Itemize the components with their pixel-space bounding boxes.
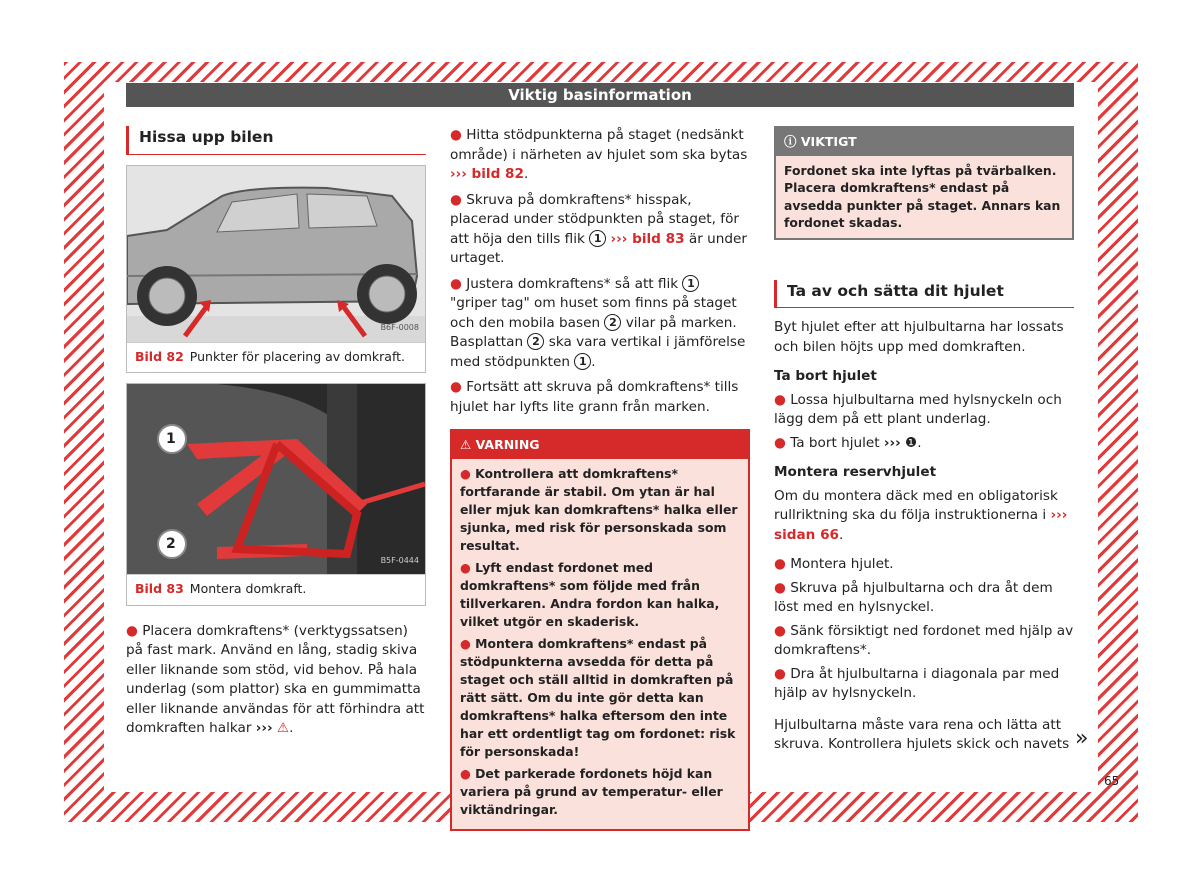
step-screw-lever — [450, 191, 750, 269]
placement-text: Placera domkraftens* (verktygssatsen) på fast mark. Använd en lång, stadig skiva eller liknande som stöd, vid behov. På hala underlag (som plattor) ska en gummimatta eller liknande användas för att förhindra att domkraften halkar — [126, 622, 425, 736]
page-number: 65 — [1104, 774, 1120, 788]
step-find-points: ● Hitta stödpunkterna på staget (nedsänkt område) i närheten av hjulet som ska bytas ››› bild 82. — [450, 127, 748, 182]
important-title: VIKTIGT — [800, 134, 857, 149]
step-find-points-text: Hitta stödpunkterna på staget (nedsänkt område) i närheten av hjulet som ska bytas — [450, 127, 748, 163]
figure-82-caption-text: Punkter för placering av domkraft. — [189, 348, 406, 364]
remove-item: ● Ta bort hjulet ››› ❶. — [774, 434, 922, 451]
bullet-icon: ● — [774, 665, 786, 682]
exclamation-circle-icon: ❶ — [905, 434, 918, 451]
closing-paragraph: Hjulbultarna måste vara rena och lätta att skruva. Kontrollera hjulets skick och navets — [774, 716, 1070, 752]
step-screw-lever-end: är under urtaget. — [450, 230, 747, 266]
step-adjust-jack: ● Justera domkraftens* så att flik 1 "griper tag" om huset som finns på staget och den mobila basen 2 vilar på marken. Basplattan 2 ska vara vertikal i jämförelse med stödpunkten 1 . — [450, 275, 746, 370]
remove-item-text: Lossa hjulbultarna med hylsnyckeln och lägg dem på ett plant underlag. — [774, 391, 1062, 427]
warning-item — [460, 559, 740, 631]
figure-83-code: B5F-0444 — [380, 555, 419, 565]
mount-intro: Om du montera däck med en obligatorisk rullriktning ska du följa instruktionerna i ››› sidan 66. — [774, 487, 1068, 543]
warning-item-text: Det parkerade fordonets höjd kan variera på grund av temperatur- eller viktändringar. — [460, 765, 723, 817]
step-continue — [450, 378, 750, 417]
placement-paragraph — [126, 622, 426, 739]
ref-bild-82[interactable] — [450, 166, 524, 182]
step-screw-lever-text: Skruva på domkraftens* hisspak, placerad under stödpunkten på staget, för att höja den tills flik — [450, 191, 739, 247]
step-adjust-a: Justera domkraftens* så att flik — [466, 275, 679, 292]
remove-item-text: Ta bort hjulet — [790, 434, 880, 451]
mount-item — [774, 622, 1074, 661]
number-1-badge: 1 — [589, 230, 606, 247]
chapter-header: Viktig basinformation — [126, 83, 1074, 107]
mount-item — [774, 665, 1074, 704]
car-side-illustration — [127, 166, 425, 342]
figure-83-caption-text: Montera domkraft. — [189, 581, 307, 596]
ref-arrow: ››› — [255, 720, 273, 736]
figure-82 — [126, 165, 426, 374]
mount-item-text: Sänk försiktigt ned fordonet med hjälp av domkraftens*. — [774, 622, 1074, 658]
figure-83 — [126, 383, 426, 606]
bullet-icon: ● — [774, 579, 786, 596]
warning-item-text: Kontrollera att domkraftens* fortfarande är stabil. Om ytan är hal eller mjuk kan domkraftens* halka eller sjunka, med risk för personskada som resultat. — [460, 465, 738, 553]
step-continue-text: Fortsätt att skruva på domkraftens* tills hjulet har lyfts lite grann från marken. — [450, 379, 739, 415]
placement-end: . — [289, 720, 294, 736]
warning-item — [460, 635, 740, 761]
warning-item — [460, 765, 740, 819]
bullet-icon: ● — [774, 556, 786, 572]
info-circle-icon: ⓘ — [784, 134, 797, 149]
callout-2: 2 — [166, 536, 176, 552]
bullet-icon: ● — [460, 635, 471, 651]
warning-item — [460, 465, 740, 555]
jack-illustration — [127, 384, 425, 574]
warning-box — [450, 429, 750, 831]
callout-1: 1 — [166, 431, 176, 447]
figure-83-label: Bild 83 — [135, 581, 184, 596]
mount-item — [774, 555, 1074, 575]
important-text: Fordonet ska inte lyftas på tvärbalken. Placera domkraftens* endast på avsedda punkter på staget. Annars kan fordonet skadas. — [784, 162, 1061, 230]
figure-82-caption — [127, 342, 425, 373]
bullet-icon: ● — [450, 191, 462, 208]
bullet-icon: ● — [774, 434, 786, 451]
important-box — [774, 126, 1074, 240]
figure-82-label: Bild 82 — [135, 348, 184, 364]
warning-header — [452, 431, 748, 459]
bullet-icon: ● — [450, 379, 462, 395]
number-1-badge: 1 — [682, 275, 699, 292]
step-adjust-b: "griper tag" om huset som finns på staget och den mobila basen — [450, 295, 737, 331]
number-2-badge: 2 — [527, 333, 544, 350]
continue-arrow-icon: » — [1075, 726, 1089, 751]
mount-intro-text: Om du montera däck med en obligatorisk rullriktning ska du följa instruktionerna i — [774, 487, 1058, 523]
number-1-badge: 1 — [574, 353, 591, 370]
car-side-image — [127, 166, 425, 342]
step-adjust-c: vilar på marken. Basplattan — [450, 314, 737, 350]
ref-arrow: ››› — [883, 434, 901, 451]
bullet-icon: ● — [460, 559, 471, 575]
ref-sidan-66-text: sidan 66 — [774, 526, 839, 543]
mount-spare-title: Montera reservhjulet — [774, 464, 937, 480]
warning-triangle-icon: ⚠ — [276, 720, 290, 736]
bullet-icon: ● — [450, 275, 462, 292]
warning-item-text: Montera domkraftens* endast på stödpunkterna avsedda för detta på staget och ställ alltid in domkraften på rätt sätt. Om du inte gör detta kan domkraftens* halka eftersom den inte har ett ordentligt tag om fordonet: risk för personskada! — [460, 635, 736, 759]
step-adjust-d: ska vara vertikal i jämförelse med stödpunkten — [450, 334, 746, 370]
ref-arrow: ››› — [1050, 507, 1068, 523]
figure-82-code: B6F-0008 — [380, 323, 419, 332]
important-header — [776, 128, 1072, 156]
bullet-icon: ● — [450, 127, 462, 143]
warning-triangle-icon: ⚠ — [460, 437, 472, 452]
mount-item-text: Dra åt hjulbultarna i diagonala par med hjälp av hylsnyckeln. — [774, 665, 1060, 701]
bullet-icon: ● — [460, 465, 471, 481]
bullet-icon: ● — [774, 391, 786, 408]
warning-title: VARNING — [475, 437, 540, 452]
bullet-icon: ● — [460, 765, 471, 781]
mount-item — [774, 579, 1074, 618]
ref-bild-82-text: bild 82 — [471, 166, 524, 182]
left-column — [126, 126, 426, 743]
mount-item-text: Skruva på hjulbultarna och dra åt dem löst med en hylsnyckel. — [774, 579, 1053, 615]
figure-83-caption — [127, 574, 425, 605]
bullet-icon: ● — [126, 622, 138, 639]
section-title-wheel: Ta av och sätta dit hjulet — [774, 280, 1074, 309]
ref-bild-83[interactable] — [611, 231, 685, 247]
ref-arrow: ››› — [610, 230, 628, 247]
ref-arrow: ››› — [450, 166, 467, 182]
warning-item-text: Lyft endast fordonet med domkraftens* som följde med från tillverkaren. Andra fordon kan halka, vilket utgör en skaderisk. — [460, 559, 720, 629]
mount-item-text: Montera hjulet. — [790, 556, 894, 572]
wheel-intro: Byt hjulet efter att hjulbultarna har lossats och bilen höjts upp med domkraften. — [774, 319, 1064, 355]
warning-body — [452, 459, 748, 829]
remove-wheel-title: Ta bort hjulet — [774, 368, 877, 384]
right-column — [774, 126, 1074, 759]
section-title-lift: Hissa upp bilen — [126, 126, 426, 155]
number-2-badge: 2 — [604, 314, 621, 331]
remove-item — [774, 391, 1074, 430]
bullet-icon: ● — [774, 622, 786, 639]
ref-bild-83-text: bild 83 — [632, 230, 685, 247]
middle-column — [450, 126, 750, 831]
